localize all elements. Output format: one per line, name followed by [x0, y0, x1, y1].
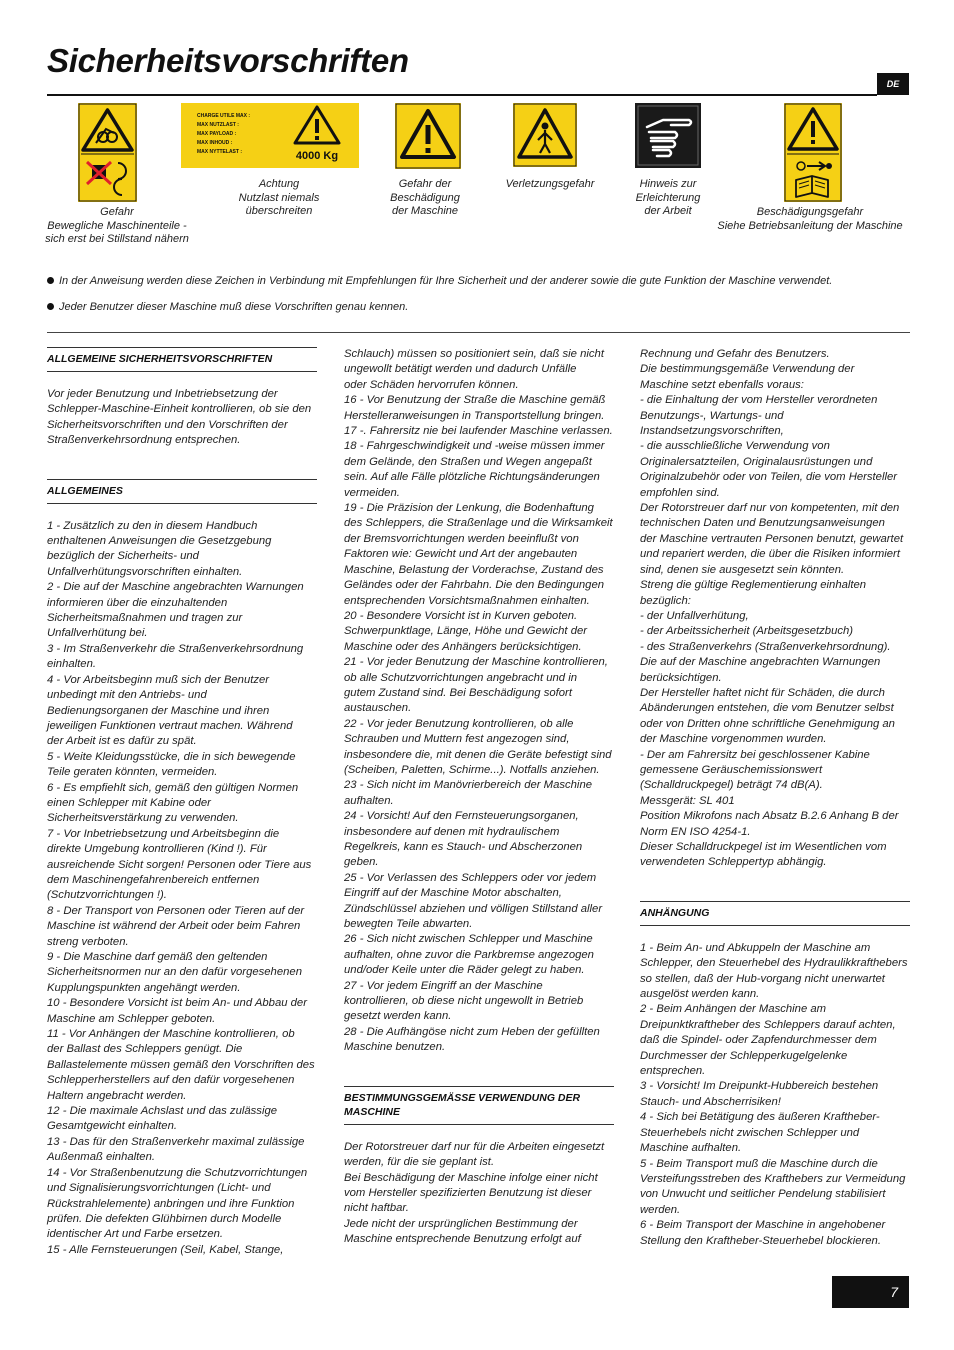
moving-parts-warning-icon — [78, 103, 137, 202]
section-heading-intended-use: BESTIMMUNGSGEMÄSSE VERWENDUNG DER MASCHINE — [344, 1086, 614, 1125]
svg-text:4000 Kg: 4000 Kg — [295, 150, 339, 162]
bullet-dot — [47, 277, 54, 284]
machine-damage-warning-icon — [395, 103, 461, 169]
section-text-hitching: 1 - Beim An- und Abkuppeln der Maschine am Schlepper, den Steuerhebel des Hydraulikkrafthebers so stellen, daß der Hub-vorgang nicht unerwartet ausgelöst werden kann. 2 - Beim Anhängen der Maschine am Dreipunktkraftheber des Schleppers darauf achten, daß die Spindel- oder Zapfendurchmesser dem Durchmesser der Schlepperkugelgelenke entsprechen. 3 - Vorsicht! Im Dreipunkt-Hubbereich bestehen Stauch- und Abscherrisiken! 4 - Sich bei Betätigung des äußeren Kraftheber- Steuerhebels nicht zwischen Schlepper und Maschine aufhalten. 5 - Beim Transport muß die Maschine durch die Versteifungsstreben des Krafthebers zur Vermeidung von Unwucht und seitlicher Pendelung stabilisiert werden. 6 - Beim Transport der Maschine in angehobener Stellung den Kraftheber-Steuerhebel blockieren. — [640, 941, 908, 1247]
column-2 — [344, 347, 614, 1248]
section-text-intended-use: Der Rotorstreuer darf nur für die Arbeiten eingesetzt werden, für die sie geplant ist. Bei Beschädigung der Maschine infolge einer nicht vom Hersteller spezifizierten Benutzung ist dieser nicht haftbar. Jede nicht der ursprünglichen Bestimmung der Maschine entsprechende Benutzung erfolgt auf — [344, 1140, 605, 1246]
svg-text:MAX NUTZLAST :: MAX NUTZLAST : — [197, 122, 239, 128]
svg-text:MAX NYTTELAST :: MAX NYTTELAST : — [197, 149, 242, 155]
sign-caption-injury: Verletzungsgefahr — [505, 178, 595, 190]
section-heading-hitching: ANHÄNGUNG — [640, 901, 910, 926]
payload-label-icon — [181, 103, 359, 168]
sign-caption-machine-damage: Gefahr der Beschädigung der Maschine — [390, 178, 460, 217]
section-text-general: 1 - Zusätzlich zu den in diesem Handbuch enthaltenen Anweisungen die Gesetzgebung bezüglich der Sicherheits- und Unfallverhütungsvorschriften einhalten. 2 - Die auf der Maschine angebrachten Warnungen informieren über die einzuhaltenden Sicherheitsmaßnahmen und tragen zur Unfallverhütung bei. 3 - Im Straßenverkehr die Straßenverkehrsordnung einhalten. 4 - Vor Arbeitsbeginn muß sich der Benutzer unbedingt mit den Antriebs- und Bedienungsorganen der Maschine und ihren jeweiligen Funktionen vertraut machen. Während der Arbeit ist es dafür zu spät. 5 - Weite Kleidungsstücke, die in sich bewegende Teile geraten könnten, vermeiden. 6 - Es empfiehlt sich, gemäß den gültigen Normen einen Schlepper mit Kabine oder Sicherheitsverstärkung zu verwenden. 7 - Vor Inbetriebsetzung und Arbeitsbeginn die direkte Umgebung kontrollieren (Kind !). Für ausreichende Sicht sorgen! Personen oder Tiere aus dem Maschinengefahrenbereich entfernen (Schutzvorrichtungen !). 8 - Der Transport von Personen oder Tieren auf der Maschine ist während der Arbeit oder beim Fahren streng verboten. 9 - Die Maschine darf gemäß den geltenden Sicherheitsnormen nur an den dafür vorgesehenen Kupplungspunkten angehängt werden. 10 - Besondere Vorsicht ist beim An- und Abbau der Maschine am Schlepper geboten. 11 - Vor Anhängen der Maschine kontrollieren, ob der Ballast des Schleppers genügt. Die Ballastelemente müssen gemäß den Vorschriften des Schlepperherstellers auf den dafür vorgesehenen Haltern angebracht werden. 12 - Die maximale Achslast und das zulässige Gesamtgewicht einhalten. 13 - Das für den Straßenverkehr maximal zulässige Außenmaß einhalten. 14 - Vor Straßenbenutzung die Schutzvorrichtungen und Signalisierungsvorrichtungen (Licht- und Rückstrahlelemente) anbringen und ihre Funktion prüfen. Die defekten Glühbirnen durch Modelle identischer Art und Farbe ersetzen. 15 - Alle Fernsteuerungen (Seil, Kabel, Stange, — [47, 519, 315, 1256]
sign-caption-read-manual: Beschädigungsgefahr Siehe Betriebsanleitung der Maschine — [717, 206, 903, 232]
intro-bullet: Jeder Benutzer dieser Maschine muß diese Vorschriften genau kennen. — [47, 301, 408, 313]
page-number: 7 — [832, 1276, 909, 1308]
language-tab: DE — [877, 73, 909, 95]
sign-caption-moving-parts: Gefahr Bewegliche Maschinenteile - sich erst bei Stillstand nähern — [45, 206, 189, 245]
page-title: Sicherheitsvorschriften — [47, 42, 409, 79]
column-1 — [47, 347, 317, 1258]
section-text-general-continued: Schlauch) müssen so positioniert sein, daß sie nicht ungewollt betätigt werden und dadurch Unfälle oder Schäden hervorrufen können. 16 - Vor Benutzung der Straße die Maschine gemäß Herstelleranweisungen in Transportstellung bringen. 17 -. Fahrersitz nie bei laufender Maschine verlassen. 18 - Fahrgeschwindigkeit und -weise müssen immer dem Gelände, den Straßen und Wegen angepaßt sein. Auf alle Fälle plötzliche Richtungsänderungen vermeiden. 19 - Die Präzision der Lenkung, die Bodenhaftung des Schleppers, die Straßenlage und die Wirksamkeit der Bremsvorrichtungen werden beeinflußt von Faktoren wie: Gewicht und Art der angebauten Maschine, Belastung der Vorderachse, Zustand des Geländes oder der Fahrbahn. Die den Bedingungen entsprechenden Vorsichtsmaßnahmen einhalten. 20 - Besondere Vorsicht ist in Kurven geboten. Schwerpunktlage, Länge, Höhe und Gewicht der Maschine oder des Anhängers berücksichtigen. 21 - Vor jeder Benutzung der Maschine kontrollieren, ob alle Schutzvorrichtungen angebracht und in gutem Zustand sind. Bei Beschädigung sofort austauschen. 22 - Vor jeder Benutzung kontrollieren, ob alle Schrauben und Muttern fest angezogen sind, insbesondere die, mit denen die Geräte befestigt sind (Scheiben, Paletten, Schirme...). Notfalls anziehen. 23 - Sich nicht im Manövrierbereich der Maschine aufhalten. 24 - Vorsicht! Auf den Fernsteuerungsorganen, insbesondere auf denen mit hydraulischem Regelkreis, kann es Stauch- und Abscherzonen geben. 25 - Vor Verlassen des Schleppers oder vor jedem Eingriff auf der Maschine Motor abschalten, Zündschlüssel abziehen und völligen Stillstand aller bewegten Teile abwarten. 26 - Sich nicht zwischen Schlepper und Maschine aufhalten, ohne zuvor die Parkbremse angezogen und/oder Keile unter die Räder gelegt zu haben. 27 - Vor jedem Eingriff an der Maschine kontrollieren, ob diese nicht ungewollt in Betrieb gesetzt werden kann. 28 - Die Aufhängöse nicht zum Heben der gefüllten Maschine benutzen. — [344, 348, 613, 1054]
bullet-dot — [47, 303, 54, 310]
sign-caption-hint: Hinweis zur Erleichterung der Arbeit — [635, 178, 701, 217]
section-divider — [47, 332, 910, 333]
intro-bullet: In der Anweisung werden diese Zeichen in Verbindung mit Empfehlungen für Ihre Sicherheit und der anderer sowie die gute Funktion der Maschine verwendet. — [47, 275, 832, 287]
column-3 — [640, 347, 910, 1249]
pointing-hand-icon — [635, 103, 701, 168]
sign-caption-payload: Achtung Nutzlast niemals überschreiten — [238, 178, 320, 217]
section-text-intended-use-continued: Rechnung und Gefahr des Benutzers. Die bestimmungsgemäße Verwendung der Maschine setzt ebenfalls voraus: - die Einhaltung der vom Hersteller verordneten Benutzungs-, Wartungs- und Instandsetzungsvorschriften, - die ausschließliche Verwendung von Originalersatzteilen, Originalausrüstungen und Originalzubehör oder von Teilen, die vom Hersteller empfohlen sind. Der Rotorstreuer darf nur von kompetenten, mit den technischen Daten und Benutzungsanweisungen der Maschine vertrauten Personen benutzt, gewartet und repariert werden, die über die Risiken informiert sind, denen sie ausgesetzt sein könnten. Streng die gültige Reglementierung einhalten bezüglich: - der Unfallverhütung, - der Arbeitssicherheit (Arbeitsgesetzbuch) - des Straßenverkehrs (Straßenverkehrsordnung). Die auf der Maschine angebrachten Warnungen berücksichtigen. Der Hersteller haftet nicht für Schäden, die durch Abänderungen entstehen, die vom Benutzer selbst oder von Dritten ohne schriftliche Genehmigung an der Maschine vorgenommen wurden. - Der am Fahrersitz bei geschlossener Kabine gemessene Geräuschemissionswert (Schalldruckpegel) beträgt 74 dB(A). Messgerät: SL 401 Position Mikrofons nach Absatz B.2.6 Anhang B der Norm EN ISO 4254-1. Dieser Schalldruckpegel ist im Wesentlichen vom verwendeten Schleppertyp abhängig. — [640, 348, 904, 869]
svg-text:MAX INHOUD :: MAX INHOUD : — [197, 140, 233, 146]
read-manual-warning-icon — [784, 103, 842, 202]
svg-text:MAX PAYLOAD :: MAX PAYLOAD : — [197, 131, 237, 137]
section-heading-general: ALLGEMEINES — [47, 479, 317, 504]
section-text-general-safety: Vor jeder Benutzung und Inbetriebsetzung der Schlepper-Maschine-Einheit kontrollieren, ob sie den Sicherheitsvorschriften und den Vorschriften der Straßenverkehrsordnung entsprechen. — [47, 388, 312, 447]
title-rule — [47, 94, 877, 96]
section-heading-general-safety: ALLGEMEINE SICHERHEITSVORSCHRIFTEN — [47, 347, 317, 372]
svg-text:CHARGE UTILE MAX :: CHARGE UTILE MAX : — [197, 113, 251, 119]
injury-warning-icon — [513, 103, 577, 167]
